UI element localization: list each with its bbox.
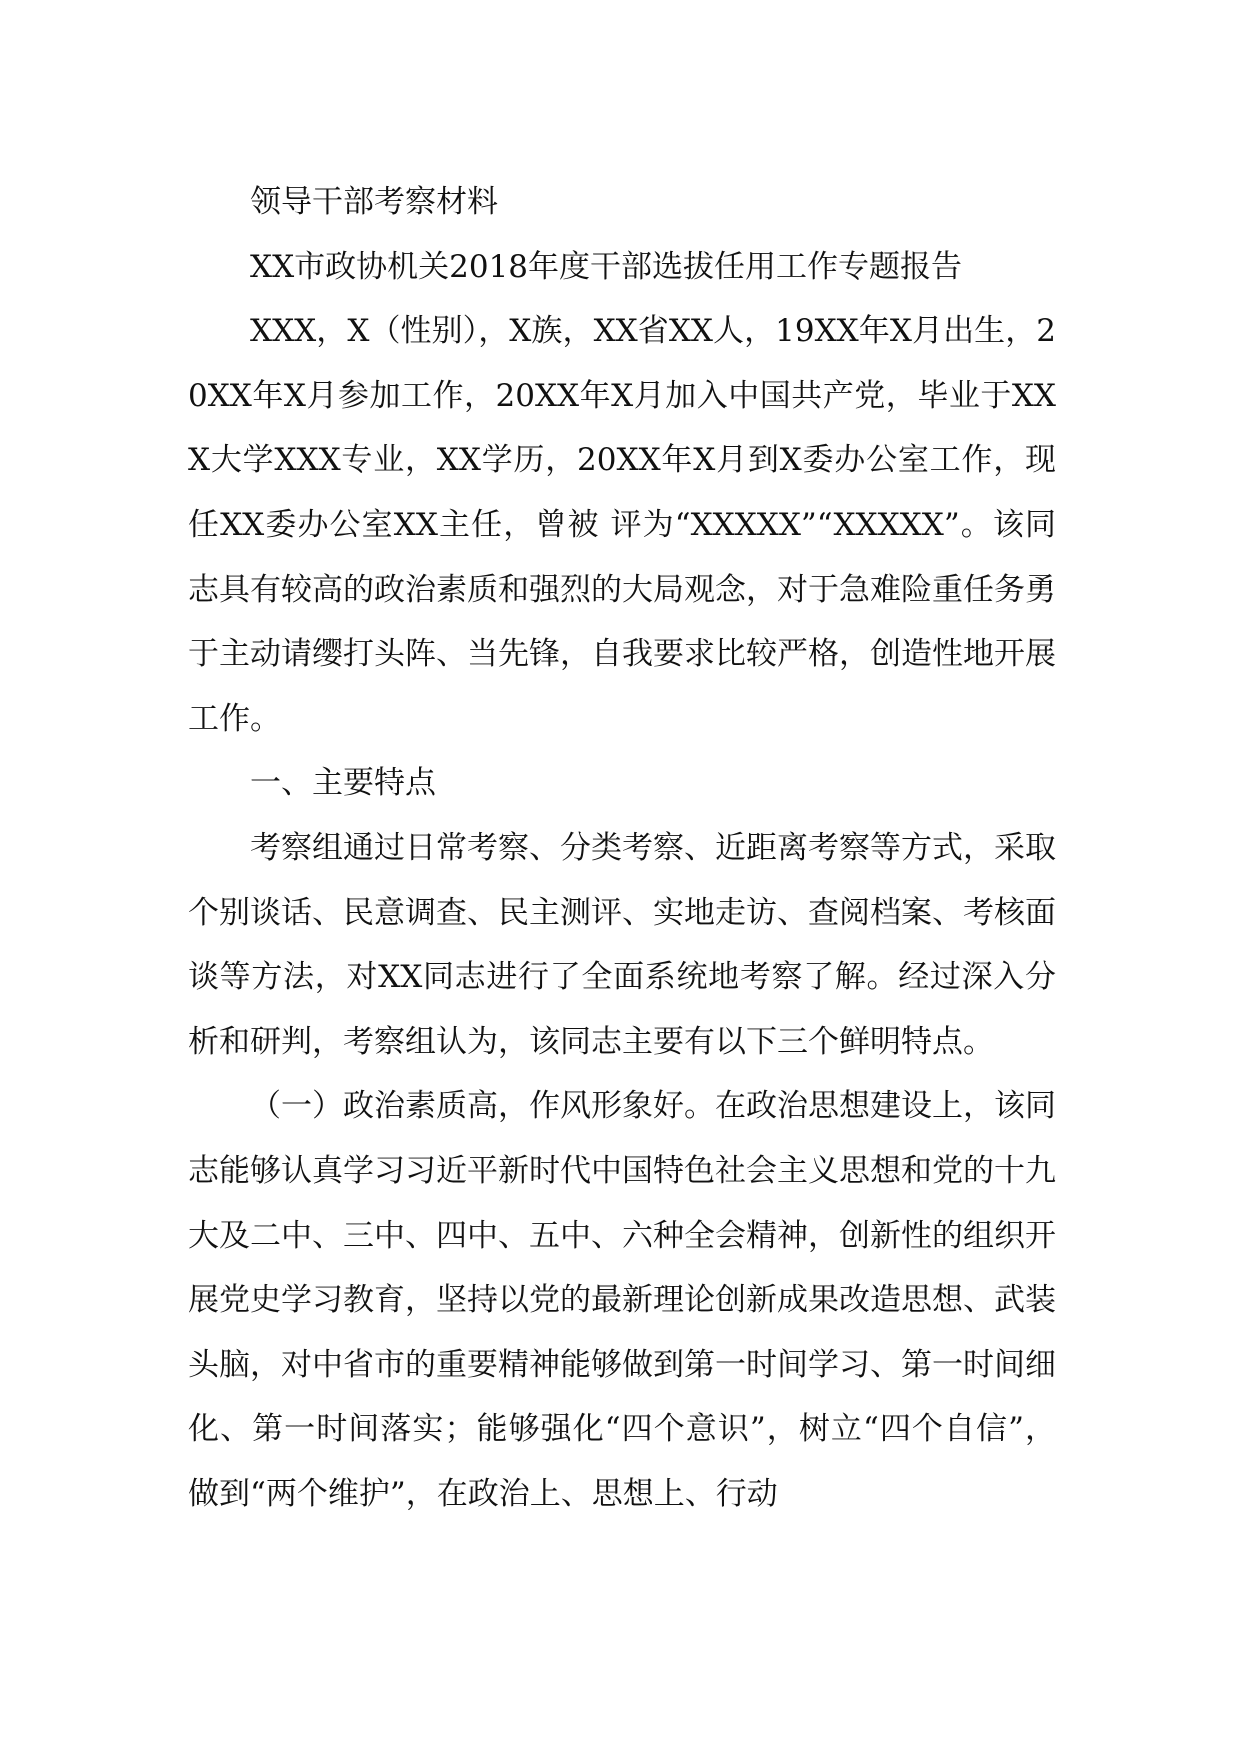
section-heading-main-features: 一、主要特点 bbox=[250, 765, 436, 802]
document-heading: 领导干部考察材料 bbox=[250, 184, 498, 220]
paragraph-profile: XXX，X（性别），X族，XX省XX人，19XX年X月出生，20XX年X月参加工作，20XX年X月加入中国共产党，毕业于XXX大学XXX专业，XX学历，20XX年X月到X委办公室工作，现任XX委办公室XX主任，曾被 评为“XXXXX”“XXXXX”。该同志具有较高的政治素质和强烈的大局观念，对于急难险重任务勇于主动请缨打头阵、当先锋，自我要求比较严格，创造性地开展工作。 bbox=[188, 313, 1056, 737]
paragraph-inspection-method: 考察组通过日常考察、分类考察、近距离考察等方式，采取个别谈话、民意调查、民主测评、实地走访、查阅档案、考核面谈等方法，对XX同志进行了全面系统地考察了解。经过深入分析和研判，考察组认为，该同志主要有以下三个鲜明特点。 bbox=[188, 829, 1056, 1060]
document-page bbox=[188, 170, 1056, 1526]
document-subtitle: XX市政协机关2018年度干部选拔任用工作专题报告 bbox=[250, 248, 963, 285]
paragraph-political-quality: （一）政治素质高，作风形象好。在政治思想建设上，该同志能够认真学习习近平新时代中国特色社会主义思想和党的十九大及二中、三中、四中、五中、六种全会精神，创新性的组织开展党史学习教育，坚持以党的最新理论创新成果改造思想、武装头脑，对中省市的重要精神能够做到第一时间学习、第一时间细化、第一时间落实；能够强化“四个意识”，树立“四个自信”，做到“两个维护”，在政治上、思想上、行动 bbox=[188, 1088, 1056, 1512]
